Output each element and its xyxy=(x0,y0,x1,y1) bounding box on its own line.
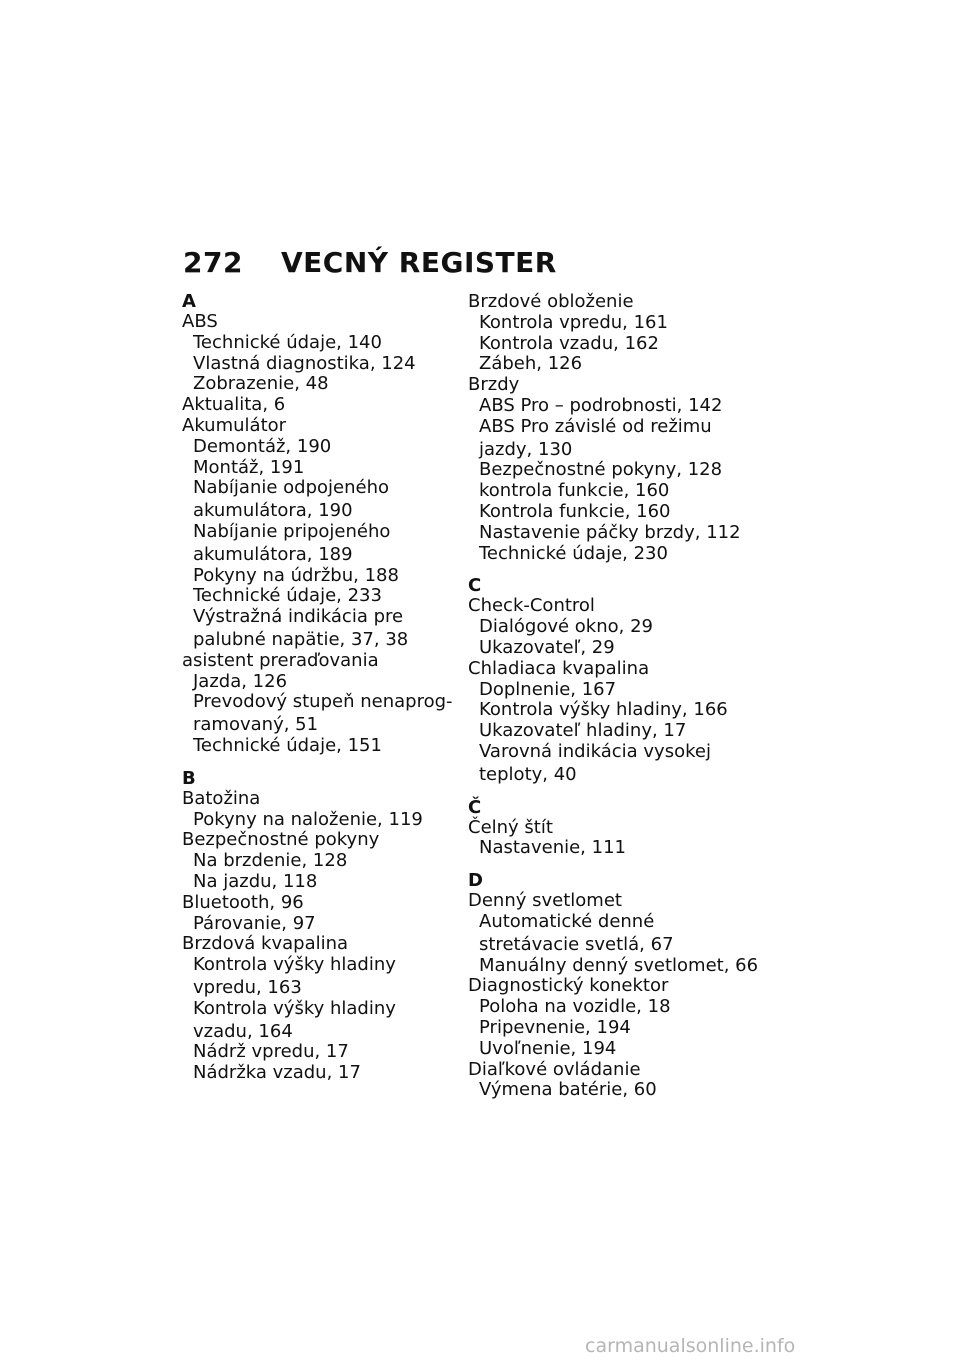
index-subentry: Párovanie, 97 xyxy=(193,912,316,934)
index-subentry: Ukazovateľ, 29 xyxy=(479,636,615,658)
index-subentry: kontrola funkcie, 160 xyxy=(479,480,670,502)
index-subentry: Výstražná indikácia pre xyxy=(193,606,404,628)
index-subentry: Technické údaje, 230 xyxy=(479,542,668,564)
index-letter-heading: A xyxy=(182,291,196,312)
index-subentry: Montáž, 191 xyxy=(193,456,305,478)
index-entry: ABS xyxy=(182,311,218,332)
index-subentry: teploty, 40 xyxy=(479,763,577,785)
index-entry: Brzdové obloženie xyxy=(468,291,634,312)
index-entry: Denný svetlomet xyxy=(468,890,622,912)
index-subentry: Nádržka vzadu, 17 xyxy=(193,1062,361,1084)
index-subentry: Technické údaje, 140 xyxy=(193,331,382,353)
index-entry: Diaľkové ovládanie xyxy=(468,1058,641,1080)
index-subentry: Pripevnenie, 194 xyxy=(479,1016,631,1038)
index-subentry: Manuálny denný svetlomet, 66 xyxy=(479,954,759,976)
index-subentry: Dialógové okno, 29 xyxy=(479,616,653,638)
index-letter-heading: D xyxy=(468,870,483,892)
index-subentry: Kontrola výšky hladiny xyxy=(193,954,396,976)
index-subentry: palubné napätie, 37, 38 xyxy=(193,628,409,650)
index-entry: asistent preraďovania xyxy=(182,649,379,671)
index-subentry: Ukazovateľ hladiny, 17 xyxy=(479,720,687,742)
index-subentry: Pokyny na naloženie, 119 xyxy=(193,808,423,830)
index-subentry: Prevodový stupeň nenaprog- xyxy=(193,691,453,713)
index-entry: Chladiaca kvapalina xyxy=(468,657,650,679)
index-subentry: Nádrž vpredu, 17 xyxy=(193,1041,349,1063)
index-subentry: Kontrola funkcie, 160 xyxy=(479,500,671,522)
index-subentry: vpredu, 163 xyxy=(193,976,302,998)
index-subentry: Demontáž, 190 xyxy=(193,435,332,457)
watermark: carmanualsonline.info xyxy=(585,1335,796,1357)
index-subentry: Kontrola vzadu, 162 xyxy=(479,332,659,354)
index-subentry: Pokyny na údržbu, 188 xyxy=(193,564,399,586)
index-entry: Akumulátor xyxy=(182,414,287,436)
index-subentry: Varovná indikácia vysokej xyxy=(479,740,711,762)
index-letter-heading: C xyxy=(468,575,482,597)
index-subentry: Zábeh, 126 xyxy=(479,353,583,375)
index-entry: Bluetooth, 96 xyxy=(182,891,304,913)
index-subentry: vzadu, 164 xyxy=(193,1020,293,1042)
index-subentry: Kontrola vpredu, 161 xyxy=(479,311,668,333)
index-subentry: Kontrola výšky hladiny, 166 xyxy=(479,699,728,721)
index-subentry: Technické údaje, 151 xyxy=(193,734,382,756)
index-entry: Check-Control xyxy=(468,595,595,617)
index-subentry: Jazda, 126 xyxy=(193,670,288,692)
index-subentry: Technické údaje, 233 xyxy=(193,585,382,607)
index-letter-heading: Č xyxy=(468,796,482,818)
index-subentry: ramovaný, 51 xyxy=(193,714,319,736)
index-entry: Diagnostický konektor xyxy=(468,975,669,997)
index-entry: Čelný štít xyxy=(468,816,553,838)
index-entry: Brzdy xyxy=(468,374,520,396)
index-entry: Brzdová kvapalina xyxy=(182,933,349,955)
index-subentry: Nabíjanie odpojeného xyxy=(193,477,390,499)
index-subentry: Kontrola výšky hladiny xyxy=(193,997,396,1019)
index-column-right xyxy=(468,291,759,1101)
index-subentry: Doplnenie, 167 xyxy=(479,678,617,700)
index-subentry: Na brzdenie, 128 xyxy=(193,850,348,872)
index-subentry: Bezpečnostné pokyny, 128 xyxy=(479,459,723,481)
index-subentry: Automatické denné xyxy=(479,910,655,932)
index-entry: Aktualita, 6 xyxy=(182,394,286,416)
index-subentry: Uvoľnenie, 194 xyxy=(479,1037,617,1059)
page-header xyxy=(183,246,557,280)
page-title: VECNÝ REGISTER xyxy=(281,246,557,279)
index-subentry: akumulátora, 189 xyxy=(193,543,353,565)
index-subentry: Výmena batérie, 60 xyxy=(479,1079,657,1101)
index-column-left xyxy=(182,291,453,1084)
index-subentry: Vlastná diagnostika, 124 xyxy=(193,352,416,374)
page-number: 272 xyxy=(183,246,243,279)
index-subentry: Zobrazenie, 48 xyxy=(193,373,329,395)
index-subentry: jazdy, 130 xyxy=(479,438,573,460)
index-entry: Bezpečnostné pokyny xyxy=(182,829,380,851)
index-subentry: stretávacie svetlá, 67 xyxy=(479,933,674,955)
index-subentry: Nabíjanie pripojeného xyxy=(193,520,391,542)
index-subentry: ABS Pro závislé od režimu xyxy=(479,415,712,437)
index-entry: Batožina xyxy=(182,787,261,809)
index-subentry: Na jazdu, 118 xyxy=(193,870,318,892)
index-subentry: akumulátora, 190 xyxy=(193,500,353,522)
index-subentry: Nastavenie páčky brzdy, 112 xyxy=(479,521,741,543)
index-subentry: Nastavenie, 111 xyxy=(479,837,626,859)
index-subentry: Poloha na vozidle, 18 xyxy=(479,996,671,1018)
index-letter-heading: B xyxy=(182,767,196,789)
index-subentry: ABS Pro – podrobnosti, 142 xyxy=(479,394,723,416)
